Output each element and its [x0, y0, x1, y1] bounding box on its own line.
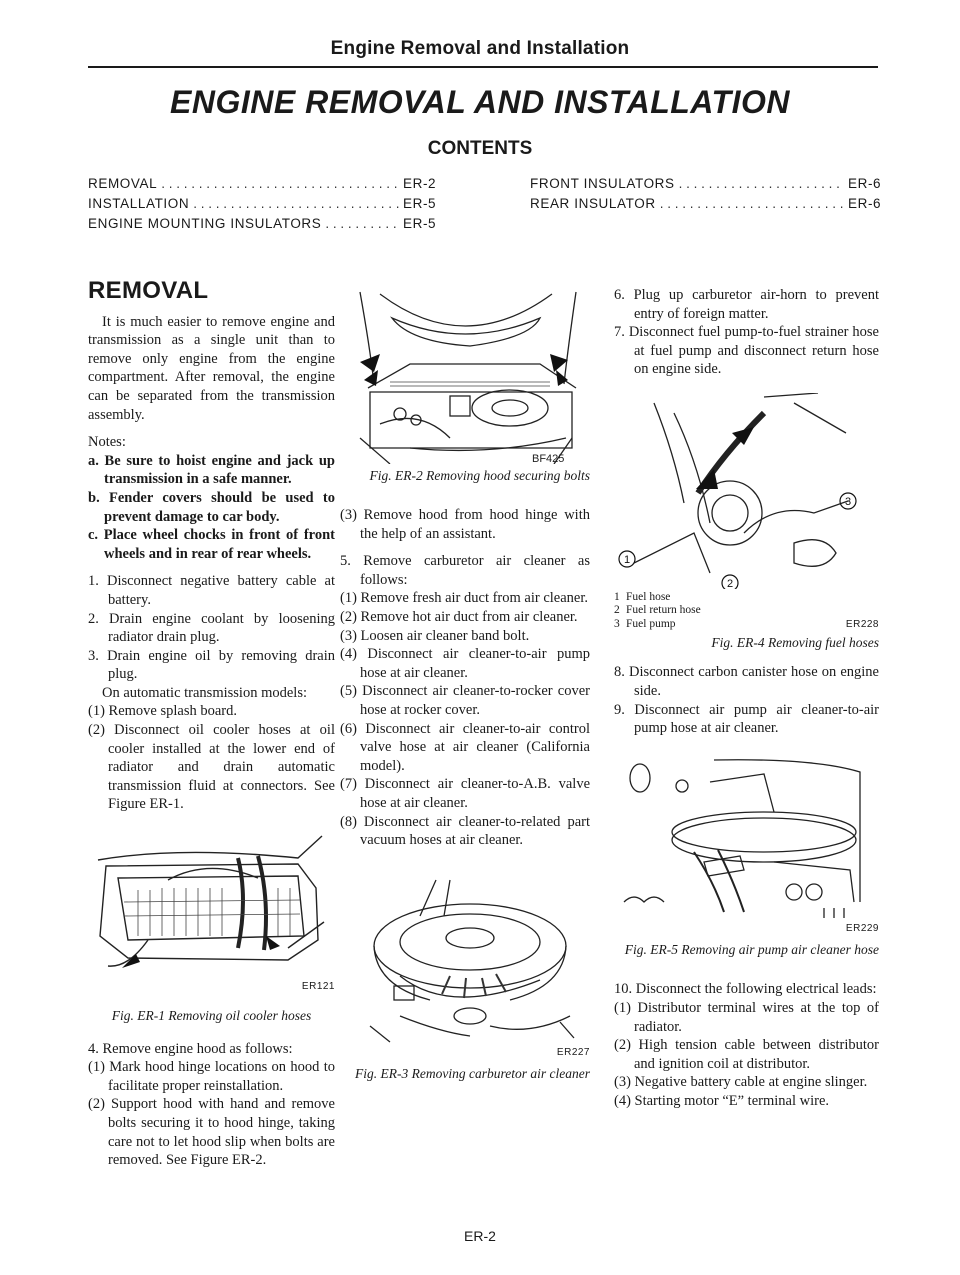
toc-leader: [325, 216, 399, 231]
column-middle: [340, 288, 590, 1082]
toc-right-column: [530, 176, 882, 216]
callout-label: 3: [844, 495, 852, 508]
substep-item: (1) Remove splash board.: [88, 703, 237, 720]
figure-code: ER121: [301, 981, 335, 993]
figure-legend: [614, 591, 879, 632]
figure-caption: Fig. ER-3 Removing carburetor air cleaner: [355, 1066, 590, 1082]
legend-text: Fuel return hose: [626, 604, 701, 617]
substep-item: (4) Starting motor “E” terminal wire.: [614, 1093, 830, 1109]
step-item: 5. Remove carburetor air cleaner as follows:: [340, 553, 590, 588]
callout-label: 1: [623, 553, 631, 566]
callout-label: 2: [726, 577, 734, 589]
arrow-icon: [266, 936, 280, 950]
figure-code: ER227: [556, 1046, 590, 1058]
contents-title: CONTENTS: [427, 138, 533, 159]
arrow-icon: [556, 370, 568, 386]
header-rule: [88, 66, 878, 68]
step-item: 6. Plug up carburetor air-horn to prevent entry of foreign matter.: [614, 287, 879, 322]
substep-item: (8) Disconnect air cleaner-to-related part vacuum hoses at air cleaner.: [340, 813, 590, 849]
toc-page: ER-6: [848, 196, 882, 211]
auto-trans-label: On automatic transmission models:: [102, 684, 307, 701]
toc-label: FRONT INSULATORS: [530, 176, 675, 191]
page-number: ER-2: [464, 1228, 496, 1244]
toc-entry[interactable]: [88, 216, 437, 236]
figure-code: ER228: [845, 618, 879, 630]
toc-label: INSTALLATION: [88, 196, 190, 211]
toc-leader: [660, 196, 844, 211]
toc-page: ER-5: [403, 196, 437, 211]
toc-entry[interactable]: [88, 196, 437, 216]
arrow-icon: [364, 370, 378, 386]
toc-leader: [193, 196, 399, 211]
figure-er2: [340, 288, 590, 484]
figure-er1: [88, 828, 335, 1024]
substep-item: (3) Loosen air cleaner band bolt.: [340, 627, 530, 644]
fuel-hoses-illustration: [614, 393, 879, 589]
air-pump-hose-illustration: [614, 752, 879, 920]
toc-label: ENGINE MOUNTING INSULATORS: [88, 216, 322, 231]
substep-item: (3) Negative battery cable at engine slinger.: [614, 1074, 868, 1091]
legend-num: 1: [614, 590, 620, 603]
legend-num: 3: [614, 617, 620, 630]
step-item: 9. Disconnect air pump air cleaner-to-air pump hose at air cleaner.: [614, 701, 879, 737]
figure-code: BF425: [532, 453, 565, 464]
substep-item: (7) Disconnect air cleaner-to-A.B. valve hose at air cleaner.: [340, 776, 590, 811]
substep-item: (1) Distributor terminal wires at the top of radiator.: [614, 1000, 879, 1035]
substep-item: (5) Disconnect air cleaner-to-rocker cover hose at rocker cover.: [340, 683, 590, 718]
toc-label: REAR INSULATOR: [530, 196, 656, 211]
toc-entry[interactable]: [88, 176, 437, 196]
legend-text: Fuel pump: [626, 617, 676, 630]
substep-item: (2) High tension cable between distributor and ignition coil at distributor.: [614, 1037, 879, 1072]
figure-code: ER229: [845, 922, 879, 934]
toc-left-column: [88, 176, 437, 236]
section-heading-removal: REMOVAL: [88, 277, 209, 304]
toc-page: ER-2: [403, 176, 437, 191]
toc-leader: [161, 176, 399, 191]
column-right: [614, 286, 879, 1111]
substep-item: (2) Disconnect oil cooler hoses at oil cooler installed at the lower end of radiator and drain automatic transmission fluid at connectors. See Figure ER-1.: [88, 722, 335, 813]
toc-leader: [679, 176, 844, 191]
toc-page: ER-5: [403, 216, 437, 231]
hood-bolts-illustration: [340, 288, 590, 464]
toc-page: ER-6: [848, 176, 882, 191]
note-item: b. Fender covers should be used to prevent damage to car body.: [88, 489, 335, 525]
figure-er3: [340, 876, 590, 1083]
toc-label: REMOVAL: [88, 176, 158, 191]
oil-cooler-illustration: [88, 828, 335, 978]
substep-item: (2) Support hood with hand and remove bolts securing it to hood hinge, taking care not to let hood slip when bolts are removed. See Figure ER-2.: [88, 1096, 335, 1169]
intro-paragraph: It is much easier to remove engine and transmission as a single unit than to remove only engine from the engine compartment. After removal, the engine can be separated from the transmission assembly.: [88, 313, 335, 423]
column-left: [88, 277, 335, 1170]
figure-caption: Fig. ER-2 Removing hood securing bolts: [369, 468, 590, 483]
step-item: 1. Disconnect negative battery cable at battery.: [88, 573, 335, 608]
toc-entry[interactable]: [530, 196, 882, 216]
substep-item: (6) Disconnect air cleaner-to-air control valve hose at air cleaner (California model).: [340, 720, 590, 774]
substep-item: (1) Mark hood hinge locations on hood to facilitate proper reinstallation.: [88, 1059, 335, 1094]
legend-num: 2: [614, 604, 620, 617]
step-item: 7. Disconnect fuel pump-to-fuel strainer hose at fuel pump and disconnect return hose on engine side.: [614, 324, 879, 378]
figure-caption: Fig. ER-1 Removing oil cooler hoses: [111, 1007, 312, 1023]
notes-label: Notes:: [88, 434, 126, 451]
step-item: 2. Drain engine coolant by loosening radiator drain plug.: [88, 610, 335, 646]
figure-caption: Fig. ER-5 Removing air pump air cleaner hose: [624, 942, 879, 958]
legend-text: Fuel hose: [626, 590, 671, 603]
note-item: a. Be sure to hoist engine and jack up transmission in a safe manner.: [88, 452, 335, 488]
step-item: 8. Disconnect carbon canister hose on engine side.: [614, 664, 879, 700]
figure-caption: Fig. ER-4 Removing fuel hoses: [711, 635, 879, 651]
figure-er5: [614, 752, 879, 959]
step-item: 3. Drain engine oil by removing drain plug.: [88, 647, 335, 683]
step-item: 4. Remove engine hood as follows:: [88, 1040, 293, 1057]
substep-item: (4) Disconnect air cleaner-to-air pump hose at air cleaner.: [340, 646, 590, 681]
running-header: Engine Removal and Installation: [330, 38, 630, 59]
air-cleaner-illustration: [340, 876, 590, 1044]
toc-entry[interactable]: [530, 176, 882, 196]
note-item: c. Place wheel chocks in front of front wheels and in rear of rear wheels.: [88, 527, 335, 562]
substep-item: (3) Remove hood from hood hinge with the help of an assistant.: [340, 507, 590, 542]
substep-item: (1) Remove fresh air duct from air cleaner.: [340, 590, 589, 607]
document-title: ENGINE REMOVAL AND INSTALLATION: [170, 84, 790, 120]
substep-item: (2) Remove hot air duct from air cleaner.: [340, 608, 578, 625]
step-item: 10. Disconnect the following electrical leads:: [614, 981, 877, 998]
figure-er4: [614, 393, 879, 652]
